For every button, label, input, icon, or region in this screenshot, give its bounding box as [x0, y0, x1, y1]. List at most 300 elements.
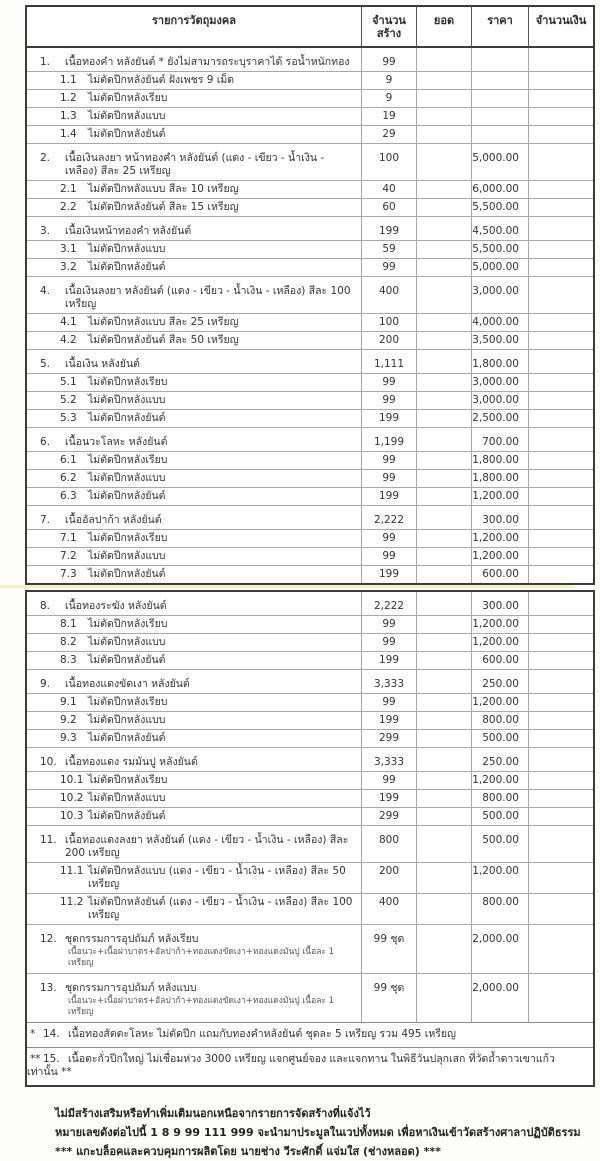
- item-number: 10.1: [60, 774, 84, 786]
- price-cell: 1,200.00: [472, 862, 529, 893]
- amount-cell: [529, 505, 593, 529]
- table-row: [27, 615, 593, 633]
- qty-made-cell: 99: [362, 451, 417, 469]
- qty-made-cell: 99: [362, 547, 417, 565]
- item-cell: [27, 198, 362, 216]
- price-cell: [472, 107, 529, 125]
- qty-made-cell: 99: [362, 391, 417, 409]
- item-number: 5.3: [60, 412, 77, 424]
- item-label: ไม่ตัดปีกหลังแบบ: [88, 110, 166, 122]
- item-line: [27, 56, 361, 69]
- qty-made-cell: 199: [362, 409, 417, 427]
- item-label: เนื้อทองคำ หลังยันต์ * ยังไม่สามารถระบุราคาได้ รอน้ำหนักทอง: [65, 56, 350, 68]
- item-cell: [27, 615, 362, 633]
- item-line: [27, 514, 361, 527]
- item-label: ไม่ตัดปีกหลังแบบ: [88, 792, 166, 804]
- price-cell: 800.00: [472, 893, 529, 924]
- price-cell: 3,000.00: [472, 276, 529, 313]
- total-cell: [417, 893, 472, 924]
- item-cell: [27, 391, 362, 409]
- amount-cell: [529, 771, 593, 789]
- item-line: [27, 865, 361, 891]
- amount-cell: [529, 198, 593, 216]
- item-number: 3.: [40, 225, 51, 237]
- total-cell: [417, 89, 472, 107]
- total-cell: [417, 729, 472, 747]
- qty-made-cell: 199: [362, 789, 417, 807]
- item-cell: [27, 924, 362, 973]
- table-row: [27, 565, 593, 583]
- price-cell: 1,800.00: [472, 451, 529, 469]
- page-footer-notes: [55, 1104, 600, 1161]
- item-line: [27, 600, 361, 613]
- item-line: [27, 732, 361, 745]
- qty-made-cell: 29: [362, 125, 417, 143]
- item-line: [27, 376, 361, 389]
- item-cell: [27, 669, 362, 693]
- amount-cell: [529, 180, 593, 198]
- item-number: 11.1: [60, 865, 84, 877]
- item-number: 7.2: [60, 550, 77, 562]
- total-cell: [417, 143, 472, 180]
- table-2-rows: [27, 592, 593, 1085]
- footnote-marker: **: [30, 1053, 41, 1065]
- footnote-row: [27, 1047, 593, 1085]
- table-row: [27, 409, 593, 427]
- item-label: ไม่ตัดปีกหลังยันต์: [88, 568, 166, 580]
- item-line: [27, 618, 361, 631]
- qty-made-cell: 199: [362, 216, 417, 240]
- qty-made-cell: 99: [362, 771, 417, 789]
- qty-made-cell: 1,111: [362, 349, 417, 373]
- item-label: เนื้อทองแดงขัดเงา หลังยันต์: [65, 678, 190, 690]
- item-line: [27, 532, 361, 545]
- amount-cell: [529, 729, 593, 747]
- table-row: [27, 331, 593, 349]
- item-line: [27, 696, 361, 709]
- qty-made-cell: 9: [362, 89, 417, 107]
- price-cell: [472, 48, 529, 71]
- item-number: 3.2: [60, 261, 77, 273]
- qty-made-cell: 2,222: [362, 505, 417, 529]
- qty-made-cell: 99: [362, 633, 417, 651]
- item-label: ไม่ตัดปีกหลังยันต์: [88, 261, 166, 273]
- item-cell: [27, 693, 362, 711]
- footnote-text: เนื้อตะกั่วปีกใหญ่ ไม่เชื่อมห่วง 3000 เหรียญ แจกศูนย์จอง และแจกทาน ในพิธีวันปลุกเสก ที่วัดถ้ำดาวเขาแก้ว เท่านั้น **: [27, 1053, 555, 1078]
- item-cell: [27, 125, 362, 143]
- price-cell: 3,500.00: [472, 331, 529, 349]
- table-row: [27, 924, 593, 973]
- item-number: 13.: [40, 982, 57, 994]
- total-cell: [417, 258, 472, 276]
- table-row: [27, 893, 593, 924]
- amount-cell: [529, 48, 593, 71]
- table-row: [27, 807, 593, 825]
- item-line: [27, 896, 361, 922]
- item-cell: [27, 529, 362, 547]
- item-cell: [27, 331, 362, 349]
- column-header-qty: จำนวนสร้าง: [362, 7, 417, 46]
- amount-cell: [529, 469, 593, 487]
- item-cell: [27, 592, 362, 615]
- item-line: [27, 774, 361, 787]
- amount-cell: [529, 107, 593, 125]
- item-number: 12.: [40, 933, 57, 945]
- amulet-table-block-1: [25, 5, 595, 585]
- item-line: [27, 110, 361, 123]
- table-row: [27, 71, 593, 89]
- amount-cell: [529, 487, 593, 505]
- item-cell: [27, 349, 362, 373]
- total-cell: [417, 669, 472, 693]
- item-line: [27, 201, 361, 214]
- table-row: [27, 651, 593, 669]
- item-label: ไม่ตัดปีกหลังเรียบ: [88, 696, 168, 708]
- total-cell: [417, 331, 472, 349]
- item-label: ไม่ตัดปีกหลังยันต์ สีละ 50 เหรียญ: [88, 334, 239, 346]
- item-label: ไม่ตัดปีกหลังแบบ: [88, 243, 166, 255]
- amount-cell: [529, 276, 593, 313]
- qty-made-cell: 199: [362, 565, 417, 583]
- item-cell: [27, 729, 362, 747]
- item-number: 1.2: [60, 92, 77, 104]
- amount-cell: [529, 893, 593, 924]
- table-row: [27, 180, 593, 198]
- table-row: [27, 48, 593, 71]
- item-number: 9.2: [60, 714, 77, 726]
- table-row: [27, 505, 593, 529]
- item-number: 6.1: [60, 454, 77, 466]
- qty-made-cell: 40: [362, 180, 417, 198]
- item-line: [27, 792, 361, 805]
- qty-made-cell: 99 ชุด: [362, 973, 417, 1022]
- price-cell: 250.00: [472, 747, 529, 771]
- table-row: [27, 125, 593, 143]
- item-cell: [27, 258, 362, 276]
- table-row: [27, 258, 593, 276]
- item-label: ไม่ตัดปีกหลังแบบ: [88, 636, 166, 648]
- total-cell: [417, 48, 472, 71]
- item-cell: [27, 547, 362, 565]
- price-cell: 500.00: [472, 729, 529, 747]
- amount-cell: [529, 240, 593, 258]
- qty-made-cell: 2,222: [362, 592, 417, 615]
- table-row: [27, 729, 593, 747]
- qty-made-cell: 800: [362, 825, 417, 862]
- table-row: [27, 711, 593, 729]
- qty-made-cell: 199: [362, 487, 417, 505]
- table-row: [27, 771, 593, 789]
- table-row: [27, 693, 593, 711]
- item-line: [27, 568, 361, 581]
- item-cell: [27, 505, 362, 529]
- total-cell: [417, 633, 472, 651]
- price-cell: 300.00: [472, 592, 529, 615]
- amount-cell: [529, 615, 593, 633]
- item-cell: [27, 862, 362, 893]
- total-cell: [417, 349, 472, 373]
- item-number: 9.: [40, 678, 51, 690]
- item-line: [27, 128, 361, 141]
- amount-cell: [529, 669, 593, 693]
- item-line: [27, 285, 361, 311]
- price-cell: 1,200.00: [472, 633, 529, 651]
- item-cell: [27, 747, 362, 771]
- item-line: [27, 316, 361, 329]
- item-line: [27, 834, 361, 860]
- qty-made-cell: 299: [362, 807, 417, 825]
- item-cell: [27, 71, 362, 89]
- amount-cell: [529, 409, 593, 427]
- qty-made-cell: 99: [362, 693, 417, 711]
- item-line: [27, 678, 361, 691]
- price-cell: 1,200.00: [472, 771, 529, 789]
- amount-cell: [529, 143, 593, 180]
- item-number: 5.: [40, 358, 51, 370]
- item-cell: [27, 240, 362, 258]
- total-cell: [417, 547, 472, 565]
- column-header-amount: จำนวนเงิน: [535, 14, 587, 27]
- item-label: ไม่ตัดปีกหลังแบบ: [88, 472, 166, 484]
- qty-made-cell: 400: [362, 276, 417, 313]
- qty-made-cell: 199: [362, 711, 417, 729]
- price-cell: 1,800.00: [472, 349, 529, 373]
- price-cell: 5,500.00: [472, 198, 529, 216]
- amulet-table-block-2: [25, 590, 595, 1087]
- qty-made-cell: 59: [362, 240, 417, 258]
- qty-made-cell: 60: [362, 198, 417, 216]
- table-row: [27, 276, 593, 313]
- item-cell: [27, 771, 362, 789]
- item-label: เนื้อนวะโลหะ หลังยันต์: [65, 436, 168, 448]
- qty-made-cell: 99: [362, 615, 417, 633]
- item-line: [27, 454, 361, 467]
- total-cell: [417, 505, 472, 529]
- footnote-number: 15.: [43, 1053, 60, 1065]
- item-label: ไม่ตัดปีกหลังแบบ (แดง - เขียว - น้ำเงิน - เหลือง) สีละ 50 เหรียญ: [88, 865, 346, 890]
- item-line: [27, 810, 361, 823]
- item-line: [27, 243, 361, 256]
- price-cell: 1,200.00: [472, 529, 529, 547]
- qty-made-cell: 99: [362, 469, 417, 487]
- price-cell: 1,200.00: [472, 487, 529, 505]
- footer-line-3: *** แกะบล็อคและควบคุมการผลิตโดย นายช่าง วีระศักดิ์ แจ่มใส (ช่างหลอด) ***: [55, 1145, 441, 1158]
- price-cell: 800.00: [472, 789, 529, 807]
- total-cell: [417, 565, 472, 583]
- item-cell: [27, 276, 362, 313]
- qty-made-cell: 99: [362, 373, 417, 391]
- item-line: [27, 636, 361, 649]
- item-line: [27, 261, 361, 274]
- qty-made-cell: 400: [362, 893, 417, 924]
- item-number: 4.: [40, 285, 51, 297]
- price-cell: 600.00: [472, 565, 529, 583]
- column-header-total: ยอด: [417, 7, 472, 46]
- footer-line-1: ไม่มีสร้างเสริมหรือทำเพิ่มเติมนอกเหนือจากรายการจัดสร้างที่แจ้งไว้: [55, 1107, 371, 1120]
- table-row: [27, 89, 593, 107]
- amount-cell: [529, 529, 593, 547]
- amount-cell: [529, 825, 593, 862]
- item-cell: [27, 143, 362, 180]
- table-row: [27, 427, 593, 451]
- table-row: [27, 349, 593, 373]
- price-cell: 1,200.00: [472, 693, 529, 711]
- item-line: [27, 982, 361, 995]
- item-number: 10.: [40, 756, 57, 768]
- amount-cell: [529, 349, 593, 373]
- item-number: 11.2: [60, 896, 84, 908]
- total-cell: [417, 615, 472, 633]
- table-row: [27, 633, 593, 651]
- qty-made-cell: 299: [362, 729, 417, 747]
- item-line: [27, 933, 361, 946]
- price-cell: 3,000.00: [472, 391, 529, 409]
- item-label: ไม่ตัดปีกหลังเรียบ: [88, 376, 168, 388]
- price-cell: 500.00: [472, 825, 529, 862]
- amount-cell: [529, 651, 593, 669]
- qty-made-cell: 3,333: [362, 747, 417, 771]
- amount-cell: [529, 862, 593, 893]
- total-cell: [417, 409, 472, 427]
- total-cell: [417, 427, 472, 451]
- amount-cell: [529, 633, 593, 651]
- total-cell: [417, 693, 472, 711]
- item-number: 8.2: [60, 636, 77, 648]
- qty-made-cell: 99: [362, 258, 417, 276]
- item-label: ไม่ตัดปีกหลังยันต์ ฝังเพชร 9 เม็ด: [88, 74, 235, 86]
- total-cell: [417, 825, 472, 862]
- item-cell: [27, 651, 362, 669]
- total-cell: [417, 313, 472, 331]
- item-cell: [27, 313, 362, 331]
- item-line: [27, 436, 361, 449]
- item-note: เนื้อนวะ+เนื้อฝาบาตร+อัลปาก้า+ทองแดงขัดเงา+ทองแดงมันปู เนื้อละ 1 เหรียญ: [68, 947, 335, 968]
- item-number: 6.2: [60, 472, 77, 484]
- item-number: 3.1: [60, 243, 77, 255]
- table-row: [27, 451, 593, 469]
- item-cell: [27, 565, 362, 583]
- table-row: [27, 373, 593, 391]
- item-label: ไม่ตัดปีกหลังยันต์: [88, 810, 166, 822]
- item-cell: [27, 633, 362, 651]
- table-1-rows: [27, 48, 593, 583]
- table-1: [25, 5, 595, 585]
- item-label: ไม่ตัดปีกหลังแบบ: [88, 550, 166, 562]
- table-row: [27, 143, 593, 180]
- price-cell: 300.00: [472, 505, 529, 529]
- item-cell: [27, 825, 362, 862]
- item-note: เนื้อนวะ+เนื้อฝาบาตร+อัลปาก้า+ทองแดงขัดเงา+ทองแดงมันปู เนื้อละ 1 เหรียญ: [68, 996, 335, 1017]
- item-number: 8.: [40, 600, 51, 612]
- column-header-item: รายการวัตถุมงคล: [27, 7, 362, 46]
- qty-made-cell: 100: [362, 143, 417, 180]
- qty-made-cell: 9: [362, 71, 417, 89]
- item-line: [27, 412, 361, 425]
- amount-cell: [529, 747, 593, 771]
- table-row: [27, 216, 593, 240]
- item-line: [27, 152, 361, 178]
- item-number: 1.1: [60, 74, 77, 86]
- table-row: [27, 391, 593, 409]
- footnote-text: เนื้อทองสัตตะโลหะ ไม่ตัดปีก แถมกับทองคำหลังยันต์ ชุดละ 5 เหรียญ รวม 495 เหรียญ: [68, 1028, 456, 1040]
- total-cell: [417, 771, 472, 789]
- total-cell: [417, 216, 472, 240]
- item-label: ไม่ตัดปีกหลังเรียบ: [88, 532, 168, 544]
- item-label: ไม่ตัดปีกหลังแบบ: [88, 394, 166, 406]
- price-cell: 2,500.00: [472, 409, 529, 427]
- item-line: [27, 756, 361, 769]
- item-line: [27, 334, 361, 347]
- amount-cell: [529, 216, 593, 240]
- amount-cell: [529, 451, 593, 469]
- price-cell: 500.00: [472, 807, 529, 825]
- price-cell: 3,000.00: [472, 373, 529, 391]
- table-row: [27, 469, 593, 487]
- item-number: 11.: [40, 834, 57, 846]
- qty-made-cell: 3,333: [362, 669, 417, 693]
- item-label: ไม่ตัดปีกหลังเรียบ: [88, 92, 168, 104]
- amount-cell: [529, 71, 593, 89]
- item-line: [27, 490, 361, 503]
- table-row: [27, 862, 593, 893]
- price-cell: 700.00: [472, 427, 529, 451]
- total-cell: [417, 71, 472, 89]
- amount-cell: [529, 391, 593, 409]
- item-cell: [27, 451, 362, 469]
- table-row: [27, 198, 593, 216]
- amount-cell: [529, 313, 593, 331]
- item-cell: [27, 807, 362, 825]
- price-cell: 1,200.00: [472, 615, 529, 633]
- qty-made-cell: 99: [362, 529, 417, 547]
- table-row: [27, 107, 593, 125]
- total-cell: [417, 240, 472, 258]
- table-row: [27, 529, 593, 547]
- item-cell: [27, 180, 362, 198]
- footnote-row: [27, 1022, 593, 1047]
- price-cell: 800.00: [472, 711, 529, 729]
- item-line: [27, 714, 361, 727]
- total-cell: [417, 451, 472, 469]
- item-number: 8.1: [60, 618, 77, 630]
- item-label: ชุดกรรมการอุปถัมภ์ หลังแบบ: [65, 982, 197, 994]
- price-cell: 1,200.00: [472, 547, 529, 565]
- total-cell: [417, 592, 472, 615]
- price-cell: 4,500.00: [472, 216, 529, 240]
- item-number: 5.1: [60, 376, 77, 388]
- item-cell: [27, 107, 362, 125]
- qty-made-cell: 200: [362, 331, 417, 349]
- item-label: ไม่ตัดปีกหลังเรียบ: [88, 774, 168, 786]
- item-number: 7.1: [60, 532, 77, 544]
- item-label: เนื้ออัลปาก้า หลังยันต์: [65, 514, 162, 526]
- total-cell: [417, 125, 472, 143]
- item-number: 2.: [40, 152, 51, 164]
- table-row: [27, 973, 593, 1022]
- item-cell: [27, 973, 362, 1022]
- item-cell: [27, 789, 362, 807]
- price-cell: 5,000.00: [472, 143, 529, 180]
- total-cell: [417, 789, 472, 807]
- item-cell: [27, 373, 362, 391]
- item-number: 6.3: [60, 490, 77, 502]
- item-number: 8.3: [60, 654, 77, 666]
- item-number: 1.3: [60, 110, 77, 122]
- price-cell: 4,000.00: [472, 313, 529, 331]
- item-label: ไม่ตัดปีกหลังยันต์: [88, 490, 166, 502]
- table-row: [27, 747, 593, 771]
- item-label: เนื้อทองระฆัง หลังยันต์: [65, 600, 167, 612]
